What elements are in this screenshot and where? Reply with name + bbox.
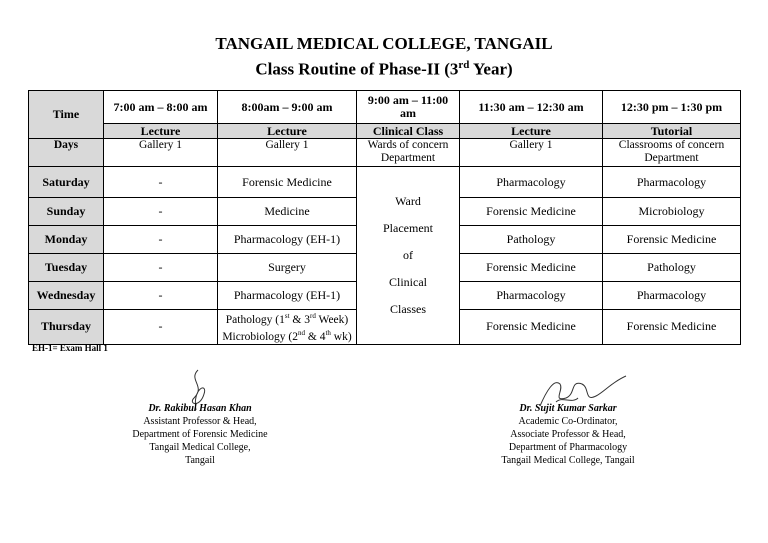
slot-5-type: Tutorial [603,124,741,139]
slot-2-type: Lecture [218,124,357,139]
day-cell: Sunday [29,198,104,226]
left-signatory-block [110,402,290,467]
text-part: Week) [315,313,349,326]
day-cell: Thursday [29,310,104,345]
ordinal-sup: nd [298,328,306,337]
right-signatory-line: Department of Pharmacology [508,442,628,453]
slot-4-venue: Gallery 1 [460,139,603,167]
slot-4-time: 11:30 am – 12:30 am [460,91,603,124]
ordinal-sup: rd [310,312,316,320]
routine-title [0,55,768,80]
ward-line: Clinical [389,274,427,289]
left-signatory-line: Assistant Professor & Head, [143,416,257,427]
slot-1-venue: Gallery 1 [104,139,218,167]
slot-2-venue: Gallery 1 [218,139,357,167]
left-signatory-line: Tangail Medical College, [149,442,251,453]
slot-2-time: 8:00am – 9:00 am [218,91,357,124]
slot-1-cell: - [104,254,218,282]
slot-4-cell: Forensic Medicine [460,198,603,226]
slot-5-cell: Pharmacology [603,282,741,310]
slot-5-venue: Classrooms of concern Department [603,139,741,167]
slot-3-venue: Wards of concern Department [357,139,460,167]
thursday-pathology-line [220,310,354,327]
text-part: Microbiology (2 [222,330,299,343]
table-row [29,167,741,198]
slot-3-time: 9:00 am – 11:00 am [357,91,460,124]
slot-1-cell: - [104,198,218,226]
day-cell: Monday [29,226,104,254]
text-part: Pathology (1 [225,313,285,326]
slot-4-cell: Forensic Medicine [460,310,603,345]
ward-line: Classes [390,301,426,316]
slot-2-cell: Pharmacology (EH-1) [218,282,357,310]
thursday-microbiology-line [220,327,354,344]
text-part: wk) [330,330,352,343]
slot-4-cell: Pathology [460,226,603,254]
slot-1-cell: - [104,167,218,198]
right-signatory-block [478,402,658,467]
routine-title-sup: rd [458,59,470,71]
slot-1-cell: - [104,226,218,254]
ward-line: Placement [383,220,433,235]
slot-5-time: 12:30 pm – 1:30 pm [603,91,741,124]
slot-5-cell: Forensic Medicine [603,310,741,345]
routine-title-suffix: Year) [469,59,513,79]
ward-line: of [403,247,413,262]
right-signatory-name: Dr. Sujit Kumar Sarkar [519,403,617,414]
slot-4-cell: Forensic Medicine [460,254,603,282]
slot-4-type: Lecture [460,124,603,139]
slot-5-cell: Microbiology [603,198,741,226]
slot-2-cell-thursday [218,310,357,345]
institution-title: TANGAIL MEDICAL COLLEGE, TANGAIL [215,34,553,53]
slot-5-cell: Forensic Medicine [603,226,741,254]
ward-placement-cell [357,167,460,345]
routine-title-prefix: Class Routine of Phase-II (3 [255,59,459,79]
slot-5-cell: Pharmacology [603,167,741,198]
ordinal-sup: th [325,328,331,337]
slot-4-cell: Pharmacology [460,282,603,310]
slot-2-cell: Surgery [218,254,357,282]
left-signatory-line: Department of Forensic Medicine [132,429,268,440]
day-cell: Wednesday [29,282,104,310]
slot-1-cell: - [104,310,218,345]
class-routine-table [28,90,741,345]
right-signatory-line: Associate Professor & Head, [510,429,626,440]
text-part: & 3 [289,313,310,326]
slot-4-cell: Pharmacology [460,167,603,198]
slot-1-cell: - [104,282,218,310]
left-signatory-line: Tangail [185,455,215,466]
text-part: & 4 [305,330,326,343]
day-cell: Tuesday [29,254,104,282]
left-signatory-name: Dr. Rakibul Hasan Khan [148,403,252,414]
slot-5-cell: Pathology [603,254,741,282]
footnote: EH-1= Exam Hall 1 [32,343,108,353]
slot-3-type: Clinical Class [357,124,460,139]
slot-2-cell: Pharmacology (EH-1) [218,226,357,254]
slot-2-cell: Forensic Medicine [218,167,357,198]
ordinal-sup: st [284,312,290,320]
day-cell: Saturday [29,167,104,198]
right-signatory-line: Academic Co-Ordinator, [518,416,618,427]
slot-2-cell: Medicine [218,198,357,226]
slot-1-time: 7:00 am – 8:00 am [104,91,218,124]
days-header-label: Days [29,139,104,167]
right-signatory-line: Tangail Medical College, Tangail [501,455,635,466]
time-header-label: Time [29,91,104,139]
ward-line: Ward [395,193,421,208]
slot-1-type: Lecture [104,124,218,139]
